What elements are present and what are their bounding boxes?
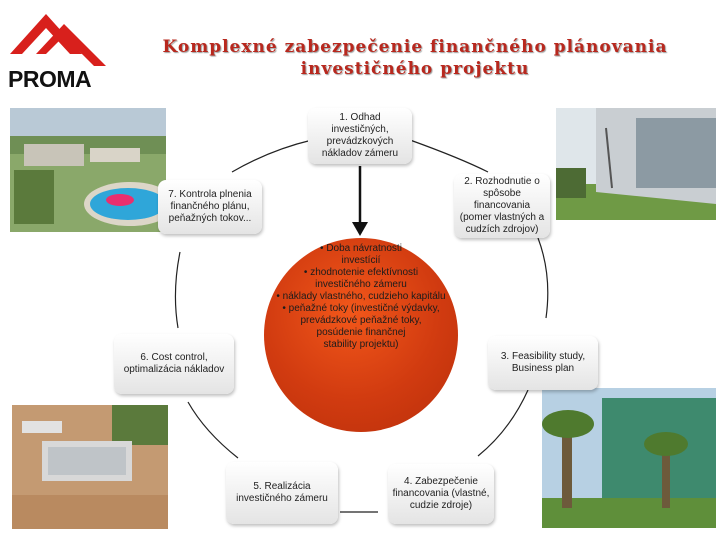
step-1-label: 1. Odhad investičných, prevádzkových nákladov zámeru (321, 112, 399, 159)
step-7-label: 7. Kontrola plnenia finančného plánu, peňažných tokov... (168, 189, 252, 224)
arc-1-2 (410, 140, 488, 172)
step-5-label: 5. Realizácia investičného zámeru (236, 481, 328, 504)
step-2-label: 2. Rozhodnutie o spôsobe financovania (pomer vlastných a cudzích zdrojov) (459, 176, 545, 235)
arc-2-3 (538, 238, 548, 318)
step-3-label: 3. Feasibility study, Business plan (500, 351, 586, 374)
step-7-box (158, 180, 262, 234)
logo-wordmark: PROMA (8, 66, 92, 92)
step-1-box (308, 108, 412, 164)
step-6-box (114, 334, 234, 394)
title-line-1: Komplexné zabezpečenie finančného plánovania (162, 37, 668, 57)
arc-7-1 (232, 140, 312, 172)
step-5-box (226, 462, 338, 524)
step-4-box (388, 464, 494, 524)
step-6-label: 6. Cost control, optimalizácia nákladov (123, 352, 225, 375)
arc-5-6 (188, 402, 238, 458)
title-line-2: investičného projektu (300, 59, 530, 79)
down-arrow-head (352, 222, 368, 236)
arc-6-7 (175, 252, 180, 328)
arc-3-4 (478, 390, 528, 456)
step-3-box (488, 336, 598, 390)
step-2-box (454, 174, 550, 238)
center-text: • Doba návratnosti investícií • zhodnotenie efektívnosti investičného zámeru • náklady vlastného, cudzieho kapitálu • peňažné toky (investičné výdavky, prevádzkové peňažné toky, posúdenie finančnej stability projektu) (276, 243, 446, 350)
step-4-label: 4. Zabezpečenie financovania (vlastné, cudzie zdroje) (392, 476, 490, 511)
